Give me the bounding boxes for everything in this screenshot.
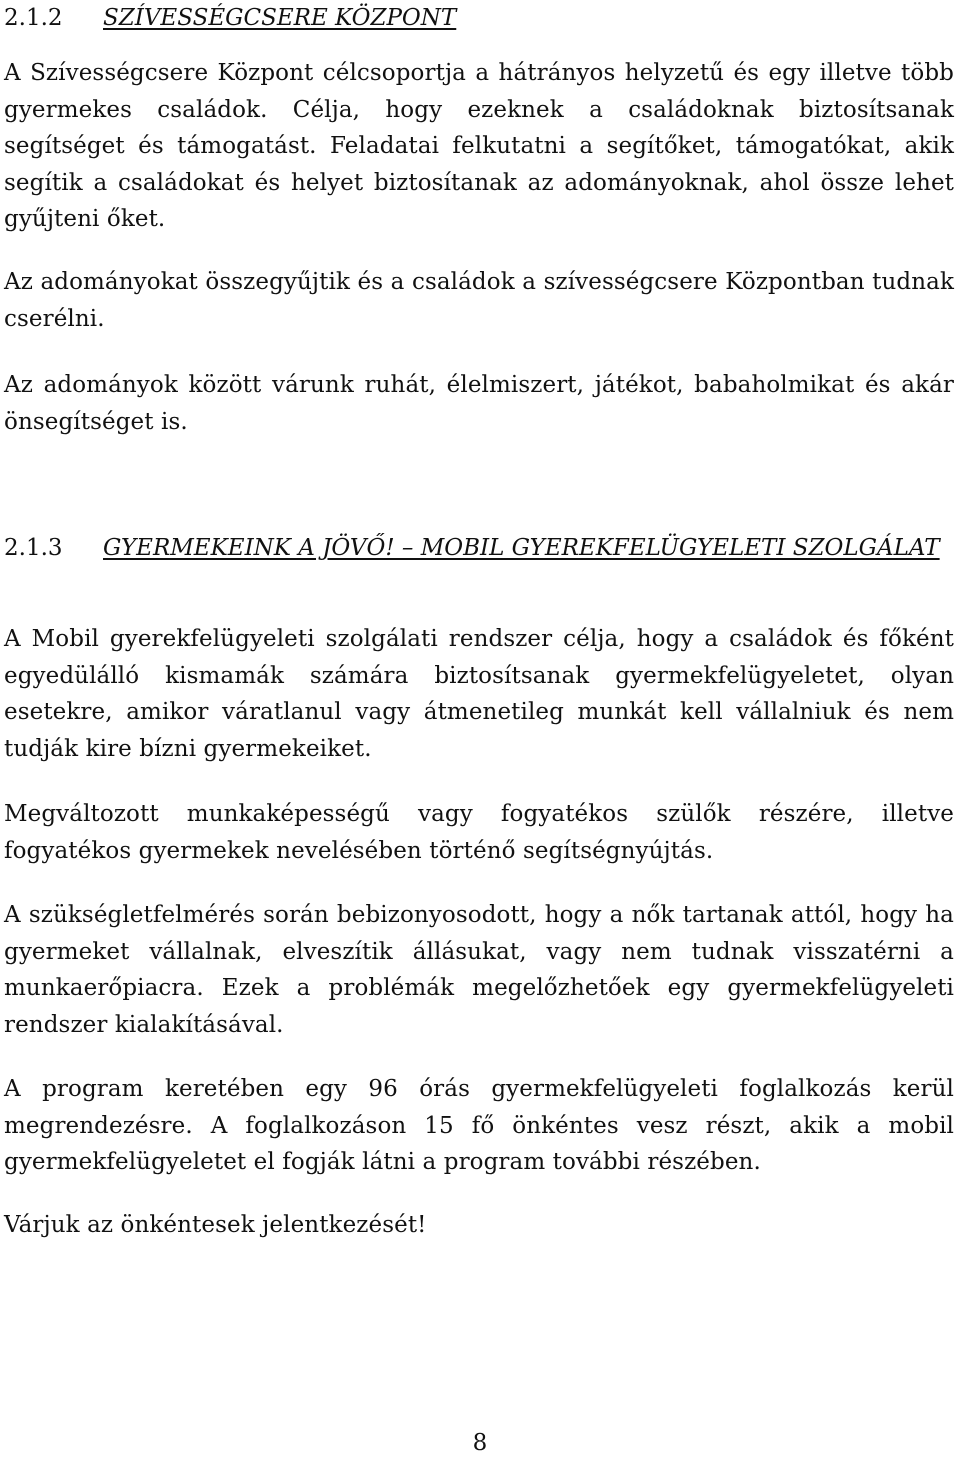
section-number: 2.1.3 — [4, 535, 63, 561]
section-number: 2.1.2 — [4, 5, 63, 31]
section-title: GYERMEKEINK A JÖVŐ! – MOBIL GYEREKFELÜGYELETI SZOLGÁLAT — [103, 535, 940, 561]
paragraph: A szükségletfelmérés során bebizonyosodott, hogy a nők tartanak attól, hogy ha gyermeket vállalnak, elveszítik állásukat, vagy nem tudnak visszatérni a munkaerőpiacra. Ezek a problémák megelőzhetőek egy gyermekfelügyeleti rendszer kialakításával. — [4, 902, 954, 1038]
paragraph: Várjuk az önkéntesek jelentkezését! — [4, 1212, 427, 1238]
paragraph: A Szívességcsere Központ célcsoportja a hátrányos helyzetű és egy illetve több gyermekes családok. Célja, hogy ezeknek a családoknak biztosítsanak segítséget és támogatást. Feladatai felkutatni a segítőket, támogatókat, akik segítik a családokat és helyet biztosítanak az adományoknak, ahol össze lehet gyűjteni őket. — [4, 60, 954, 232]
paragraph: A program keretében egy 96 órás gyermekfelügyeleti foglalkozás kerül megrendezésre. A foglalkozáson 15 fő önkéntes vesz részt, akik a mobil gyermekfelügyeletet el fogják látni a program további részében. — [4, 1076, 954, 1175]
paragraph: Az adományokat összegyűjtik és a családok a szívességcsere Központban tudnak cserélni. — [4, 269, 954, 332]
page-number: 8 — [472, 1430, 488, 1456]
paragraph: Megváltozott munkaképességű vagy fogyatékos szülők részére, illetve fogyatékos gyermekek nevelésében történő segítségnyújtás. — [4, 801, 954, 864]
section-heading-szivessegcsere — [4, 0, 456, 36]
document-page — [4, 0, 954, 1464]
section-title: SZÍVESSÉGCSERE KÖZPONT — [103, 5, 457, 31]
section-heading-gyermekeink — [4, 530, 954, 566]
paragraph: A Mobil gyerekfelügyeleti szolgálati rendszer célja, hogy a családok és főként egyedülálló kismamák számára biztosítsanak gyermekfelügyeletet, olyan esetekre, amikor váratlanul vagy átmenetileg munkát kell vállalniuk és nem tudják kire bízni gyermekeiket. — [4, 626, 954, 762]
paragraph: Az adományok között várunk ruhát, élelmiszert, játékot, babaholmikat és akár önsegítséget is. — [4, 372, 954, 435]
